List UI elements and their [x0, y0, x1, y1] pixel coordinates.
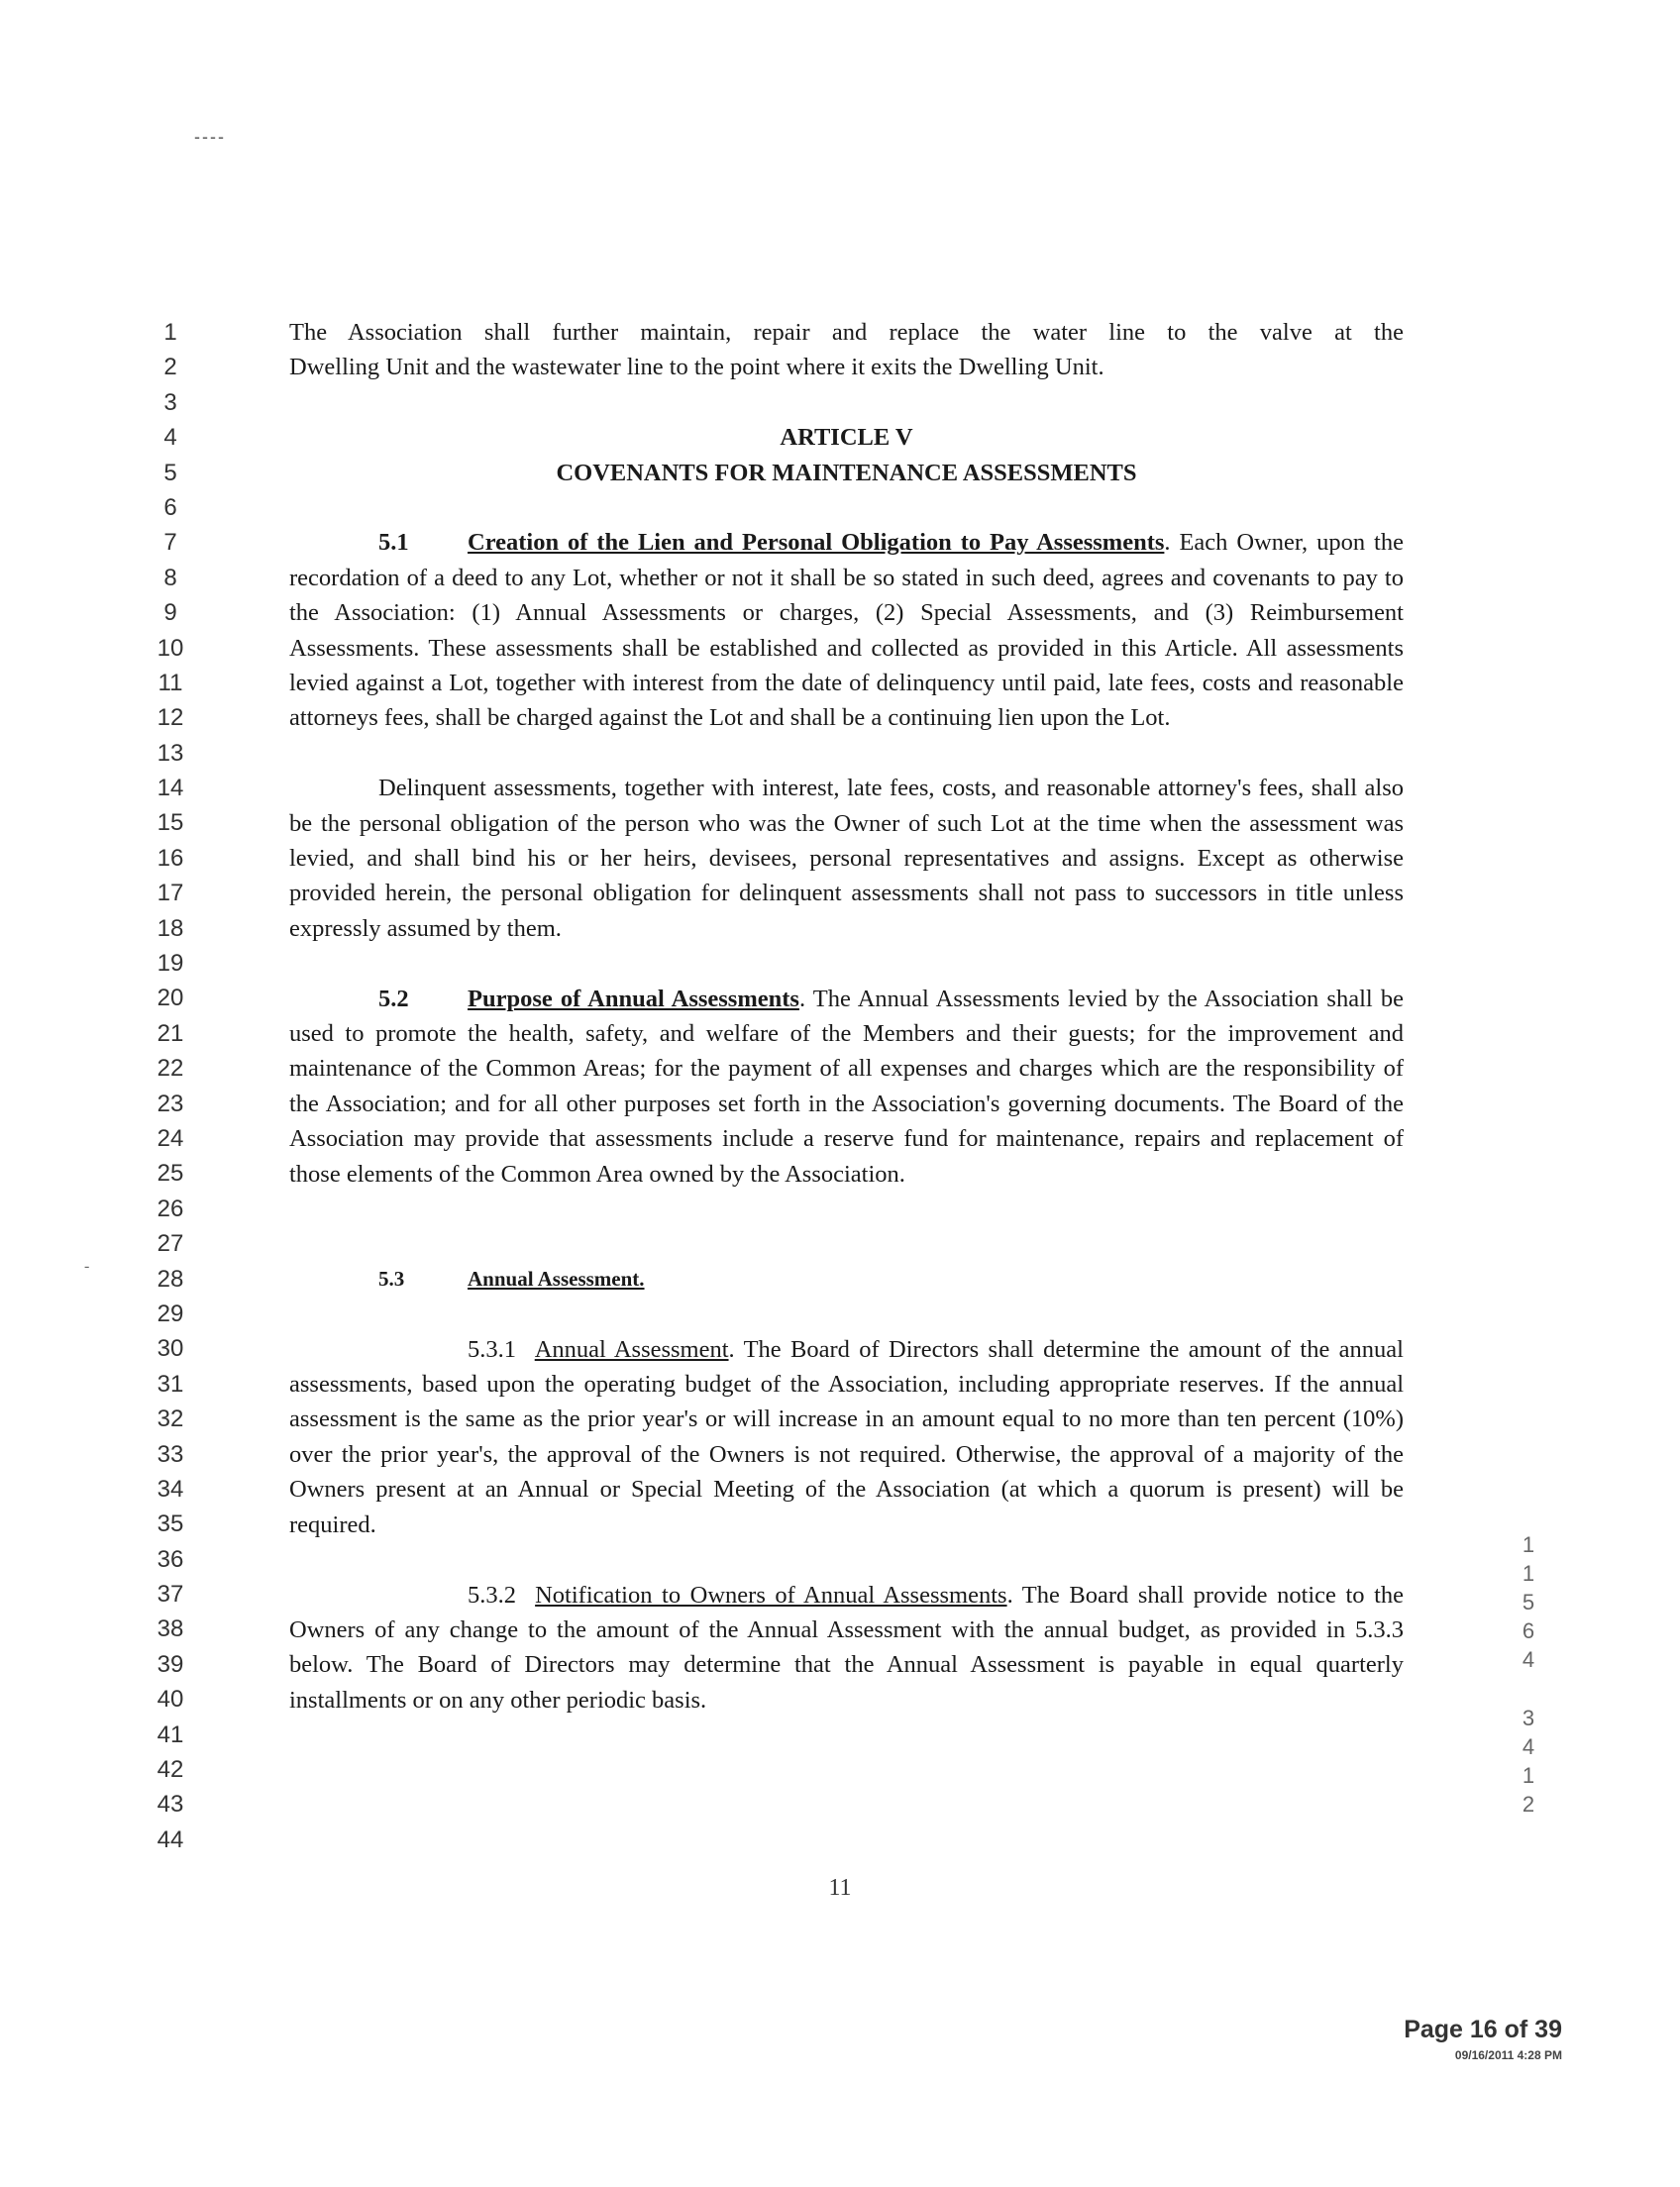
- line-number: 13: [157, 739, 184, 767]
- document-body: [289, 315, 1404, 1718]
- section-5-3-1-text: . The Board of Directors shall determine the amount of the annual assessments, based upon the operating budget of the Association, including appropriate reserves. If the annual assessment is the same as the prior year's or will increase in an amount equal to no more than ten percent (10%) over the prior year's, the approval of the Owners is not required. Otherwise, the approval of a majority of the Owners present at an Annual or Special Meeting of the Association (at which a quorum is present) will be required.: [289, 1335, 1404, 1538]
- line-number: 28: [157, 1265, 184, 1293]
- section-5-3-heading: Annual Assessment.: [468, 1266, 645, 1291]
- page-stamp: [1404, 2016, 1562, 2062]
- line-number: 16: [157, 844, 184, 872]
- article-title: COVENANTS FOR MAINTENANCE ASSESSMENTS: [556, 459, 1137, 486]
- line-number: 30: [157, 1335, 184, 1363]
- stamp-digit: 5: [1522, 1590, 1535, 1614]
- section-5-3-1: [289, 1332, 1404, 1542]
- stamp-digit: 1: [1522, 1561, 1535, 1586]
- line-number: 31: [157, 1370, 184, 1398]
- stamp-digit: 1: [1522, 1763, 1535, 1788]
- line-number: 14: [157, 775, 184, 802]
- section-5-1-paragraph-2: Delinquent assessments, together with interest, late fees, costs, and reasonable attorney's fees, shall also be the personal obligation of the person who was the Owner of such Lot at the time when the assessment was levied, and shall bind his or her heirs, devisees, personal representatives and assigns. Except as otherwise provided herein, the personal obligation for delinquent assessments shall not pass to successors in title unless expressly assumed by them.: [289, 775, 1404, 942]
- recording-stamp: [1516, 1530, 1541, 1819]
- line-number: 34: [157, 1475, 184, 1503]
- stamp-timestamp: 09/16/2011 4:28 PM: [1454, 2048, 1562, 2062]
- stamp-digit: 6: [1522, 1618, 1535, 1643]
- page-count: Page 16 of 39: [1404, 2016, 1562, 2043]
- stamp-digit: 1: [1522, 1532, 1535, 1557]
- line-number: 29: [157, 1300, 184, 1327]
- section-5-2-heading: Purpose of Annual Assessments: [468, 985, 799, 1012]
- margin-mark: -: [84, 1258, 90, 1275]
- line-number: 15: [157, 809, 184, 837]
- line-number: 3: [163, 388, 177, 416]
- line-number: 41: [157, 1720, 184, 1748]
- intro-line-2: Dwelling Unit and the wastewater line to the point where it exits the Dwelling Unit.: [289, 354, 1104, 381]
- section-5-3-1-heading: Annual Assessment: [534, 1335, 729, 1363]
- line-number: 1: [163, 319, 177, 346]
- line-number: 11: [158, 669, 183, 696]
- line-number: 44: [157, 1825, 184, 1853]
- intro-line-1: The Association shall further maintain, repair and replace the water line to the valve at the: [289, 319, 1404, 346]
- line-number: 5: [163, 459, 177, 486]
- line-number: 6: [163, 493, 177, 521]
- line-number: 36: [157, 1545, 184, 1573]
- line-number: 27: [157, 1230, 184, 1258]
- line-number: 18: [157, 914, 184, 942]
- line-number: 21: [157, 1019, 184, 1047]
- section-5-3-2-text: . The Board shall provide notice to the Owners of any change to the amount of the Annual Assessment with the annual budget, as provided in 5.3.3 below. The Board of Directors may determine that the Annual Assessment is payable in equal quarterly installments or on any other periodic basis.: [289, 1581, 1405, 1714]
- section-5-2: [289, 982, 1404, 1192]
- section-5-3-number: 5.3: [378, 1266, 405, 1291]
- line-number: 35: [157, 1510, 184, 1538]
- line-number: 42: [157, 1756, 184, 1784]
- line-number-column: [149, 315, 192, 1857]
- stamp-digit: 4: [1522, 1647, 1535, 1672]
- line-number: 8: [163, 564, 177, 591]
- line-number: 23: [157, 1090, 184, 1117]
- line-number: 37: [157, 1581, 184, 1609]
- stamp-digit: 4: [1522, 1734, 1535, 1759]
- line-number: 2: [163, 354, 177, 381]
- line-number: 7: [163, 529, 177, 557]
- section-5-3-2-number: 5.3.2: [468, 1581, 516, 1609]
- page-header-mark: ----: [194, 127, 226, 147]
- section-5-3-2: [289, 1578, 1404, 1718]
- line-number: 4: [163, 424, 177, 452]
- line-number: 24: [157, 1124, 184, 1152]
- stamp-digit: 3: [1522, 1706, 1535, 1730]
- line-number: 17: [157, 880, 184, 907]
- section-5-3: [289, 1262, 1404, 1297]
- line-number: 10: [157, 634, 184, 662]
- stamp-digit: 2: [1522, 1792, 1535, 1817]
- section-5-1-number: 5.1: [378, 529, 409, 557]
- section-5-3-1-number: 5.3.1: [468, 1335, 516, 1363]
- section-5-1-heading: Creation of the Lien and Personal Obligation to Pay Assessments: [468, 529, 1165, 557]
- line-number: 20: [157, 985, 184, 1012]
- line-number: 43: [157, 1791, 184, 1819]
- article-number: ARTICLE V: [780, 424, 913, 452]
- line-number: 32: [157, 1406, 184, 1433]
- line-number: 38: [157, 1615, 184, 1643]
- section-5-1: [289, 525, 1404, 735]
- line-number: 12: [157, 704, 184, 732]
- section-5-1-text: . Each Owner, upon the recordation of a deed to any Lot, whether or not it shall be so stated in such deed, agrees and covenants to pay to the Association: (1) Annual Assessments or charges, (2) Special Assessments, and (3) Reimbursement Assessments. These assessments shall be established and collected as provided in this Article. All assessments levied against a Lot, together with interest from the date of delinquency until paid, late fees, costs and reasonable attorneys fees, shall be charged against the Lot and shall be a continuing lien upon the Lot.: [289, 529, 1404, 732]
- line-number: 9: [163, 599, 177, 627]
- page-number: 11: [828, 1875, 852, 1901]
- line-number: 40: [157, 1686, 184, 1714]
- line-number: 19: [157, 950, 184, 978]
- section-5-2-number: 5.2: [378, 985, 409, 1012]
- line-number: 26: [157, 1195, 184, 1222]
- section-5-3-2-heading: Notification to Owners of Annual Assessments: [535, 1581, 1007, 1609]
- line-number: 39: [157, 1650, 184, 1678]
- line-number: 33: [157, 1440, 184, 1468]
- section-5-2-text: . The Annual Assessments levied by the Association shall be used to promote the health, safety, and welfare of the Members and their guests; for the improvement and maintenance of the Common Areas; for the payment of all expenses and charges which are the responsibility of the Association; and for all other purposes set forth in the Association's governing documents. The Board of the Association may provide that assessments include a reserve fund for maintenance, repairs and replacement of those elements of the Common Area owned by the Association.: [289, 985, 1404, 1188]
- line-number: 25: [157, 1160, 184, 1188]
- line-number: 22: [157, 1055, 184, 1083]
